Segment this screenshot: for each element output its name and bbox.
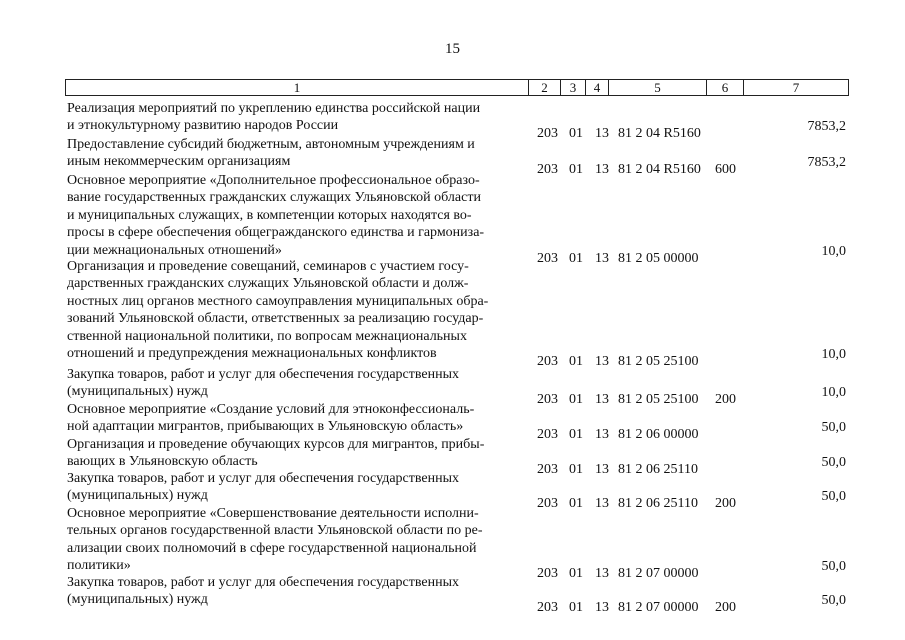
description-line: отношений и предупреждения межнациональных конфликтов: [67, 346, 437, 362]
row-description: [67, 136, 527, 171]
description-line: Предоставление субсидий бюджетным, автономным учреждениям и: [67, 137, 475, 152]
row-c4: 13: [595, 496, 609, 512]
row-c3: 01: [569, 250, 583, 266]
row-c2: 203: [537, 162, 558, 178]
row-c3: 01: [569, 600, 583, 616]
row-c4: 13: [595, 126, 609, 142]
row-c6: 200: [715, 496, 736, 512]
row-description: [67, 258, 527, 362]
row-description: [67, 574, 527, 609]
row-c2: 203: [537, 354, 558, 369]
row-description: [67, 436, 527, 471]
row-c2: 203: [537, 250, 558, 266]
row-c5: 81 2 04 R5160: [618, 162, 701, 178]
row-c7: 10,0: [821, 385, 846, 401]
row-c3: 01: [569, 427, 583, 443]
row-c5: 81 2 07 00000: [618, 600, 699, 616]
row-c4: 13: [595, 250, 609, 266]
row-c4: 13: [595, 354, 609, 369]
row-c3: 01: [569, 462, 583, 478]
row-c6: 200: [715, 600, 736, 616]
row-c5: 81 2 05 25100: [618, 392, 699, 408]
description-line: вающих в Ульяновскую область: [67, 454, 258, 470]
header-col-2: 2: [529, 80, 561, 95]
description-line: Организация и проведение совещаний, семинаров с участием госу-: [67, 259, 469, 274]
row-c7: 7853,2: [807, 119, 846, 135]
header-col-6: 6: [707, 80, 744, 95]
description-line: ственной национальной политики, по вопросам межнациональных: [67, 328, 467, 344]
row-c2: 203: [537, 566, 558, 582]
description-line: вание государственных гражданских служащих Ульяновской области: [67, 190, 481, 206]
description-line: ной адаптации мигрантов, прибывающих в Ульяновскую область»: [67, 419, 464, 435]
row-c5: 81 2 06 00000: [618, 427, 699, 443]
row-description: [67, 172, 527, 259]
row-c4: 13: [595, 392, 609, 408]
description-line: ализации своих полномочий в сфере государственной национальной: [67, 540, 477, 556]
description-line: зований Ульяновской области, ответственных за реализацию государ-: [67, 311, 484, 327]
description-line: Реализация мероприятий по укреплению единства российской нации: [67, 101, 481, 116]
header-col-7: 7: [792, 80, 800, 95]
table-header-row: [65, 79, 849, 96]
description-line: (муниципальных) нужд: [67, 592, 208, 608]
row-c7: 50,0: [821, 489, 846, 505]
header-col-5: 5: [609, 80, 707, 95]
header-col-4: 4: [586, 80, 609, 95]
row-c2: 203: [537, 126, 558, 142]
row-c7: 50,0: [821, 559, 846, 575]
description-line: Закупка товаров, работ и услуг для обеспечения государственных: [67, 471, 460, 486]
row-c2: 203: [537, 462, 558, 478]
row-c3: 01: [569, 566, 583, 582]
row-c2: 203: [537, 600, 558, 616]
description-line: тельных органов государственной власти Ульяновской области по ре-: [67, 523, 483, 539]
row-c7: 50,0: [821, 455, 846, 471]
description-line: дарственных гражданских служащих Ульяновской области и долж-: [67, 276, 469, 292]
description-line: ностных лиц органов местного самоуправления муниципальных обра-: [67, 293, 489, 309]
row-c6: 600: [715, 162, 736, 178]
row-c5: 81 2 06 25110: [618, 496, 698, 512]
row-c2: 203: [537, 427, 558, 443]
description-line: просы в сфере обеспечения общегражданского единства и гармониза-: [67, 225, 485, 241]
row-description: [67, 505, 527, 575]
description-line: Закупка товаров, работ и услуг для обеспечения государственных: [67, 367, 460, 382]
header-col-3: 3: [561, 80, 586, 95]
row-c6: 200: [715, 392, 736, 408]
row-c7: 7853,2: [807, 155, 846, 171]
description-line: политики»: [67, 558, 131, 574]
row-c4: 13: [595, 427, 609, 443]
row-c3: 01: [569, 126, 583, 142]
row-c3: 01: [569, 162, 583, 178]
description-line: Основное мероприятие «Совершенствование деятельности исполни-: [67, 506, 479, 521]
row-c4: 13: [595, 600, 609, 616]
row-description: [67, 366, 527, 401]
row-c2: 203: [537, 496, 558, 512]
row-c7: 50,0: [821, 593, 846, 609]
description-line: (муниципальных) нужд: [67, 488, 208, 504]
row-c4: 13: [595, 566, 609, 582]
row-c5: 81 2 04 R5160: [618, 126, 701, 142]
description-line: Основное мероприятие «Создание условий для этноконфессиональ-: [67, 402, 475, 417]
row-c5: 81 2 07 00000: [618, 566, 699, 582]
row-c7: 50,0: [821, 420, 846, 436]
description-line: ции межнациональных отношений»: [67, 242, 282, 258]
row-c3: 01: [569, 496, 583, 512]
description-line: Закупка товаров, работ и услуг для обеспечения государственных: [67, 575, 460, 590]
row-c5: 81 2 05 00000: [618, 250, 699, 266]
row-c7: 10,0: [821, 347, 846, 362]
row-description: [67, 100, 527, 135]
description-line: Основное мероприятие «Дополнительное профессиональное образо-: [67, 173, 480, 188]
row-description: [67, 470, 527, 505]
description-line: (муниципальных) нужд: [67, 384, 208, 400]
description-line: и этнокультурному развитию народов России: [67, 118, 339, 134]
row-c3: 01: [569, 354, 583, 369]
row-c7: 10,0: [821, 243, 846, 259]
row-c5: 81 2 06 25110: [618, 462, 698, 478]
row-c5: 81 2 05 25100: [618, 354, 699, 369]
header-col-1: 1: [66, 80, 529, 95]
row-c3: 01: [569, 392, 583, 408]
row-description: [67, 401, 527, 436]
description-line: и муниципальных служащих, в компетенции которых находятся во-: [67, 207, 472, 223]
description-line: иным некоммерческим организациям: [67, 154, 291, 170]
row-c4: 13: [595, 162, 609, 178]
description-line: Организация и проведение обучающих курсов для мигрантов, прибы-: [67, 437, 485, 452]
row-c4: 13: [595, 462, 609, 478]
row-c2: 203: [537, 392, 558, 408]
page-number: 15: [445, 41, 460, 57]
